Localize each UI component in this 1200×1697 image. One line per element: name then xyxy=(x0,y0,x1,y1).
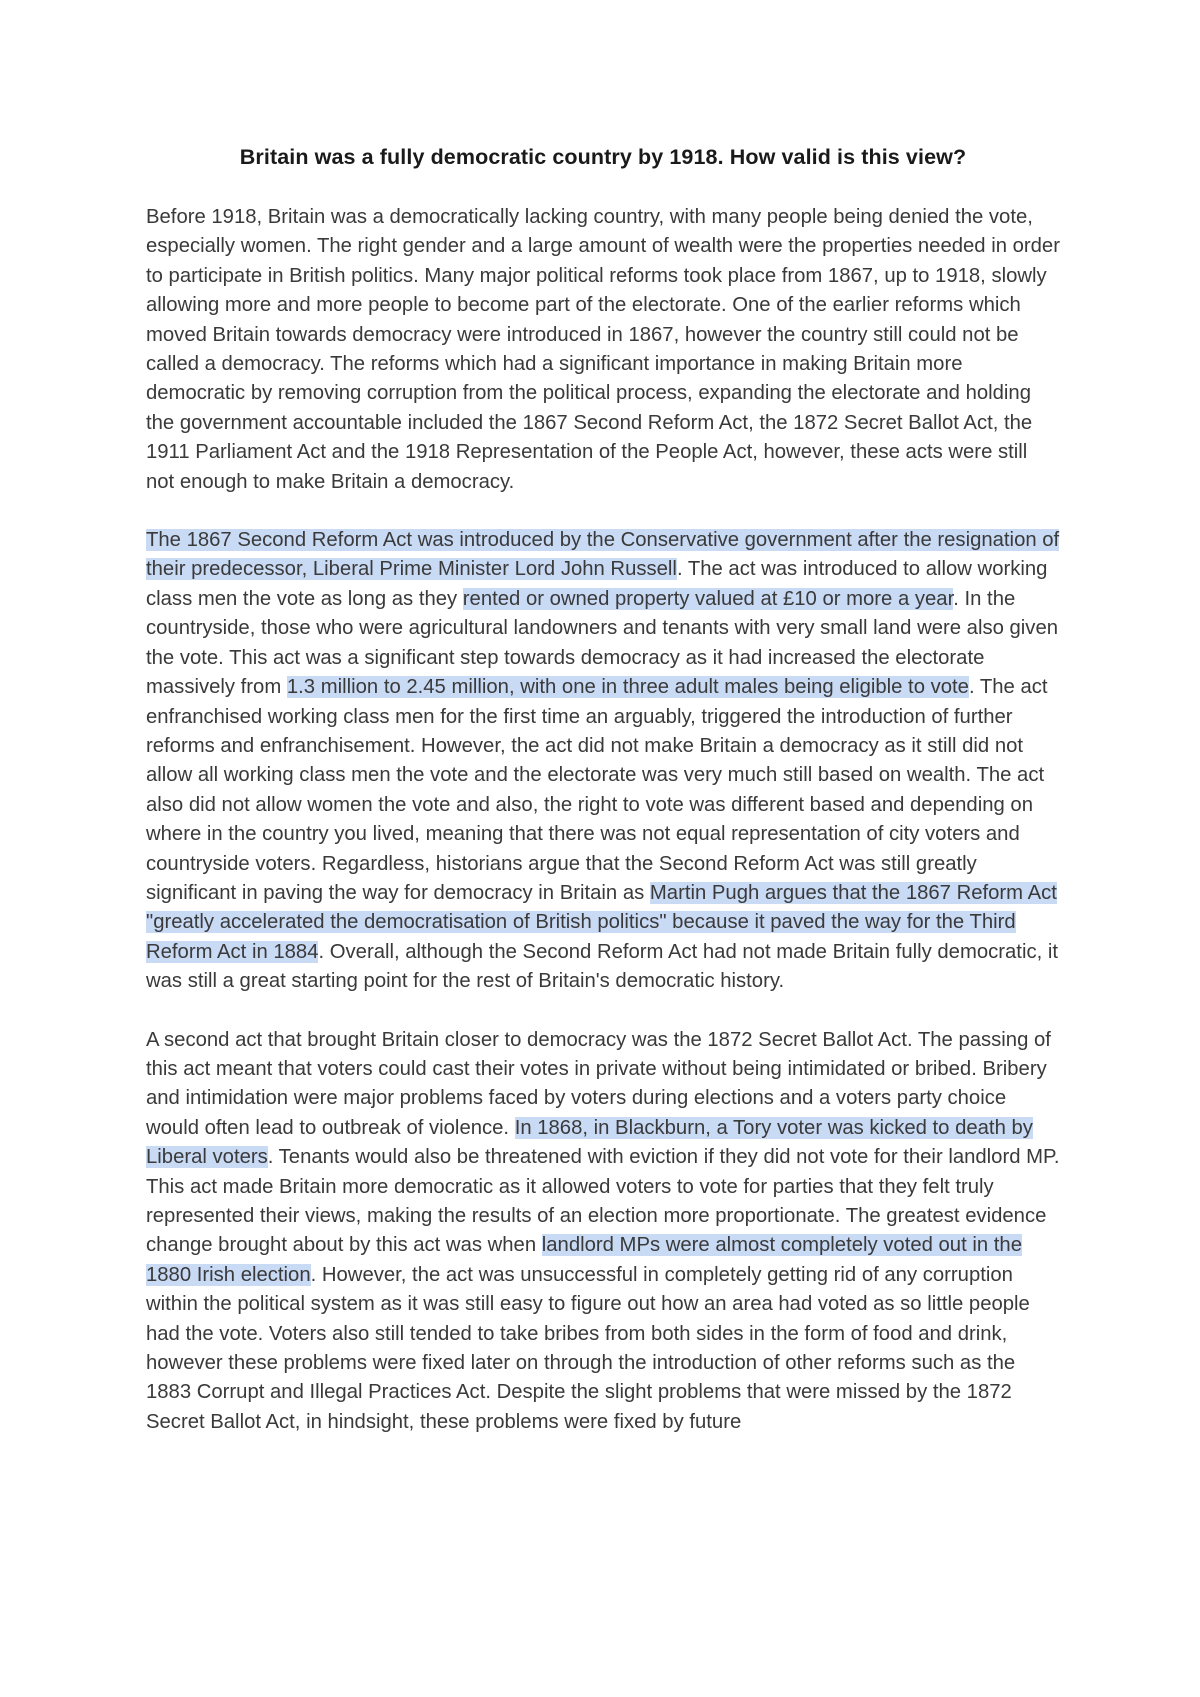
text-segment: . Tenants would also be threatened with eviction if they did not vote for their landlord MP. This act made Britain more democratic as it allowed voters to vote for parties that they felt truly represented their views, making the results of an election more proportionate. The greatest evidence change brought about by this act was when xyxy=(146,1146,1060,1257)
paragraph xyxy=(146,526,1060,997)
highlighted-text: rented or owned property valued at £10 or more a year xyxy=(462,587,954,610)
highlighted-text: In 1868, in Blackburn, a Tory voter was kicked to death by Liberal voters xyxy=(146,1116,1033,1169)
text-segment: . Overall, although the Second Reform Act had not made Britain fully democratic, it was still a great starting point for the rest of Britain's democratic history. xyxy=(146,940,1058,993)
paragraph xyxy=(146,203,1060,497)
text-segment: . However, the act was unsuccessful in completely getting rid of any corruption within the political system as it was still easy to figure out how an area had voted as so little people had the vote. Voters also still tended to take bribes from both sides in the form of food and drink, however these problems were fixed later on through the introduction of other reforms such as the 1883 Corrupt and Illegal Practices Act. Despite the slight problems that were missed by the 1872 Secret Ballot Act, in hindsight, these problems were fixed by future xyxy=(146,1263,1030,1433)
text-segment: Before 1918, Britain was a democratically lacking country, with many people being denied the vote, especially women. The right gender and a large amount of wealth were the properties needed in order to participate in British politics. Many major political reforms took place from 1867, up to 1918, slowly allowing more and more people to become part of the electorate. One of the earlier reforms which moved Britain towards democracy were introduced in 1867, however the country still could not be called a democracy. The reforms which had a significant importance in making Britain more democratic by removing corruption from the political process, expanding the electorate and holding the government accountable included the 1867 Second Reform Act, the 1872 Secret Ballot Act, the 1911 Parliament Act and the 1918 Representation of the People Act, however, these acts were still not enough to make Britain a democracy. xyxy=(146,206,1060,493)
highlighted-text: Martin Pugh argues that the 1867 Reform Act "greatly accelerated the democratisation of British politics" because it paved the way for the Third Reform Act in 1884 xyxy=(146,881,1057,963)
text-segment: A second act that brought Britain closer to democracy was the 1872 Secret Ballot Act. The passing of this act meant that voters could cast their votes in private without being intimidated or bribed. Bribery and intimidation were major problems faced by voters during elections and a voters party choice would often lead to outbreak of violence. xyxy=(146,1028,1051,1139)
paragraph xyxy=(146,1026,1060,1438)
highlighted-text: 1.3 million to 2.45 million, with one in three adult males being eligible to vote xyxy=(286,676,969,699)
text-segment: . In the countryside, those who were agricultural landowners and tenants with very small land were also given the vote. This act was a significant step towards democracy as it had increased the electorate massively from xyxy=(146,587,1059,699)
document-body xyxy=(146,203,1060,1437)
text-segment: . The act enfranchised working class men for the first time an arguably, triggered the introduction of further reforms and enfranchisement. However, the act did not make Britain a democracy as it still did not allow all working class men the vote and the electorate was very much still based on wealth. The act also did not allow women the vote and also, the right to vote was different based and depending on where in the country you lived, meaning that there was not equal representation of city voters and countryside voters. Regardless, historians argue that the Second Reform Act was still greatly significant in paving the way for democracy in Britain as xyxy=(146,676,1048,904)
text-segment: . The act was introduced to allow working class men the vote as long as they xyxy=(146,558,1048,610)
highlighted-text: landlord MPs were almost completely voted out in the 1880 Irish election xyxy=(146,1234,1022,1286)
document-title: Britain was a fully democratic country by 1918. How valid is this view? xyxy=(239,145,967,169)
highlighted-text: The 1867 Second Reform Act was introduced by the Conservative government after the resignation of their predecessor, Liberal Prime Minister Lord John Russell xyxy=(146,529,1060,581)
